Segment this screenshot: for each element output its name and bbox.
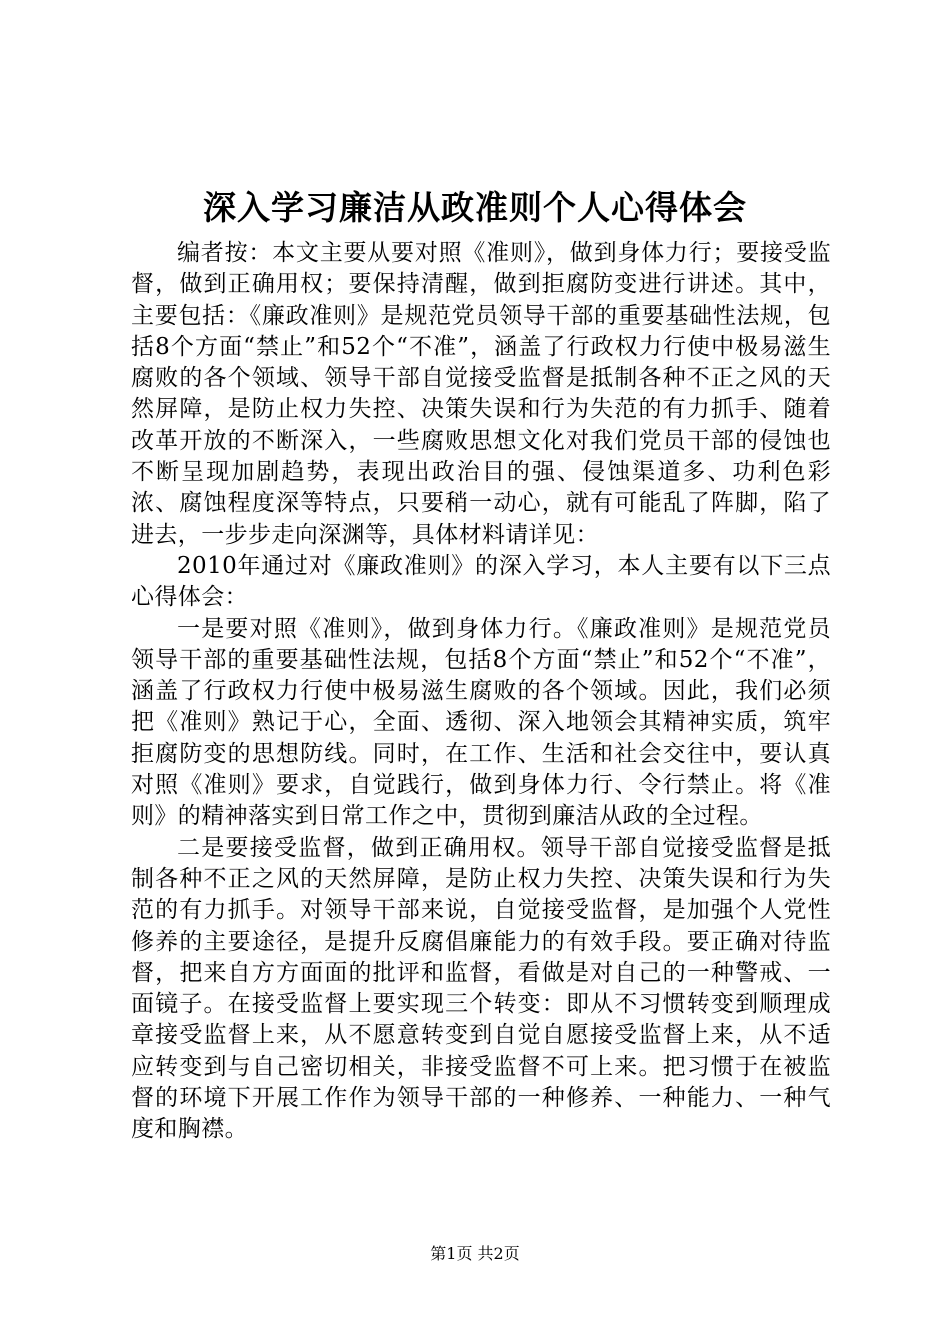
paragraph-point-two: 二是要接受监督，做到正确用权。领导干部自觉接受监督是抵制各种不正之风的天然屏障，是防止权力失控、决策失误和行为失范的有力抓手。对领导干部来说，自觉接受监督，是加强个人党性修养的主要途径，是提升反腐倡廉能力的有效手段。要正确对待监督，把来自方方面面的批评和监督，看做是对自己的一种警戒、一面镜子。在接受监督上要实现三个转变：即从不习惯转变到顺理成章接受监督上来，从不愿意转变到自觉自愿接受监督上来，从不适应转变到与自己密切相关，非接受监督不可上来。把习惯于在被监督的环境下开展工作作为领导干部的一种修养、一种能力、一种气度和胸襟。 (131, 834, 831, 1143)
paragraph-editor-note: 编者按：本文主要从要对照《准则》，做到身体力行；要接受监督，做到正确用权；要保持清醒，做到拒腐防变进行讲述。其中，主要包括：《廉政准则》是规范党员领导干部的重要基础性法规，包括8个方面“禁止”和52个“不准”，涵盖了行政权力行使中极易滋生腐败的各个领域、领导干部自觉接受监督是抵制各种不正之风的天然屏障，是防止权力失控、决策失误和行为失范的有力抓手、随着改革开放的不断深入，一些腐败思想文化对我们党员干部的侵蚀也不断呈现加剧趋势，表现出政治目的强、侵蚀渠道多、功利色彩浓、腐蚀程度深等特点，只要稍一动心，就有可能乱了阵脚，陷了进去，一步步走向深渊等，具体材料请详见： (131, 240, 831, 548)
page-footer: 第1页 共2页 (430, 1244, 520, 1263)
document-body (131, 238, 831, 1146)
paragraph-intro: 2010年通过对《廉政准则》的深入学习，本人主要有以下三点心得体会： (131, 552, 831, 611)
paragraph-point-one: 一是要对照《准则》，做到身体力行。《廉政准则》是规范党员领导干部的重要基础性法规，包括8个方面“禁止”和52个“不准”，涵盖了行政权力行使中极易滋生腐败的各个领域。因此，我们必须把《准则》熟记于心，全面、透彻、深入地领会其精神实质，筑牢拒腐防变的思想防线。同时，在工作、生活和社会交往中，要认真对照《准则》要求，自觉践行，做到身体力行、令行禁止。将《准则》的精神落实到日常工作之中，贯彻到廉洁从政的全过程。 (131, 615, 831, 830)
document-title: 深入学习廉洁从政准则个人心得体会 (203, 188, 747, 227)
